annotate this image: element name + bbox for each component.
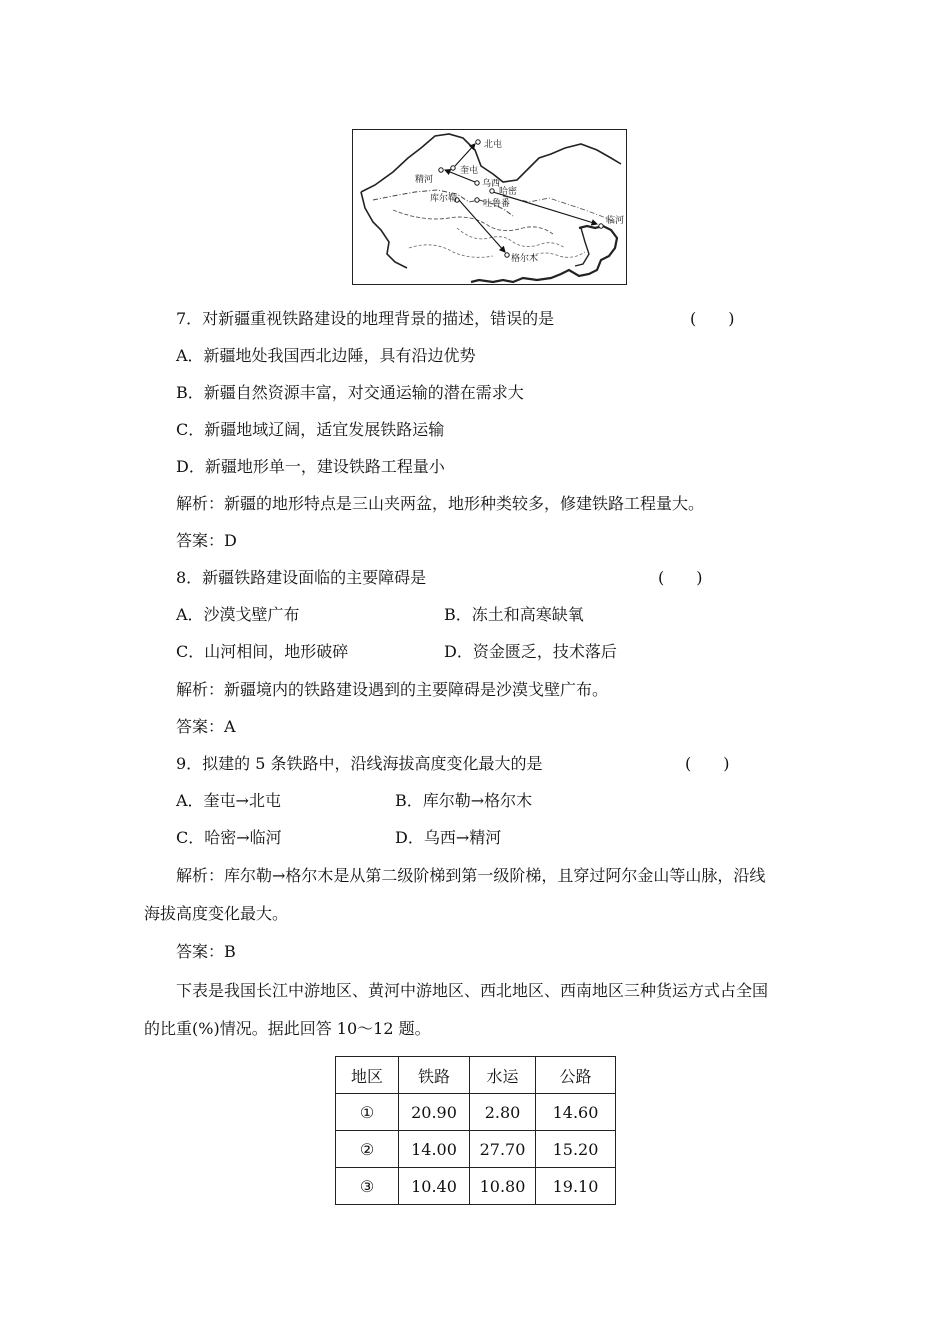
label-wusu: 乌西 <box>482 179 501 189</box>
q8-option-a: A．沙漠戈壁广布 <box>176 605 300 624</box>
station-dot-geermu <box>505 253 509 257</box>
station-dot-tulufan <box>475 198 479 202</box>
label-jinghe: 精河 <box>415 175 434 185</box>
station-dot-kuitun <box>451 166 455 170</box>
table-header-cell: 铁路 <box>399 1057 470 1094</box>
railway-kuitun-beitun <box>455 144 475 166</box>
table-cell: ② <box>336 1131 399 1168</box>
table-header-row <box>336 1057 616 1094</box>
label-kuitun: 奎屯 <box>460 166 479 176</box>
label-beitun: 北屯 <box>484 140 503 150</box>
q7-stem: 7．对新疆重视铁路建设的地理背景的描述，错误的是 <box>176 309 555 328</box>
table-row <box>336 1131 616 1168</box>
railway-map-figure <box>352 129 627 285</box>
table-cell: 14.60 <box>536 1094 616 1131</box>
table-cell: 15.20 <box>536 1131 616 1168</box>
river-line-2 <box>409 245 493 258</box>
railway-map-svg <box>353 130 626 284</box>
table-cell: 14.00 <box>399 1131 470 1168</box>
station-dot-hami <box>490 189 494 193</box>
q9-option-c: C．哈密→临河 <box>176 828 282 847</box>
q8-option-d: D．资金匮乏，技术落后 <box>444 642 617 661</box>
table-cell: 10.80 <box>470 1168 536 1205</box>
region-border-dashed-2 <box>393 210 553 234</box>
q8-answer: 答案：A <box>176 717 236 736</box>
station-dot-jinghe <box>439 168 443 172</box>
table-cell: 20.90 <box>399 1094 470 1131</box>
q9-option-d: D．乌西→精河 <box>395 828 502 847</box>
q7-option-d: D．新疆地形单一，建设铁路工程量小 <box>176 457 445 476</box>
table-row <box>336 1094 616 1131</box>
label-geermu: 格尔木 <box>511 254 539 264</box>
q9-analysis-line2: 海拔高度变化最大。 <box>144 904 289 923</box>
q8-analysis: 解析：新疆境内的铁路建设遇到的主要障碍是沙漠戈壁广布。 <box>176 680 609 699</box>
q8-answer-blank: ( ) <box>658 568 703 587</box>
border-line-west <box>361 192 407 268</box>
q8-option-c: C．山河相间，地形破碎 <box>176 642 349 661</box>
label-tulufan: 吐鲁番 <box>483 199 511 209</box>
label-kuerle: 库尔勒 <box>430 194 458 204</box>
station-dot-beitun <box>476 140 480 144</box>
table-cell: 27.70 <box>470 1131 536 1168</box>
q9-analysis-line1: 解析：库尔勒→格尔木是从第二级阶梯到第一级阶梯，且穿过阿尔金山等山脉，沿线 <box>176 866 766 885</box>
q9-answer-blank: ( ) <box>685 754 730 773</box>
intro-line2: 的比重(%)情况。据此回答 10～12 题。 <box>144 1019 431 1038</box>
river-line-3 <box>531 252 585 257</box>
table-cell: ① <box>336 1094 399 1131</box>
station-dot-wusu <box>475 181 479 185</box>
q8-stem: 8．新疆铁路建设面临的主要障碍是 <box>176 568 427 587</box>
intro-line1: 下表是我国长江中游地区、黄河中游地区、西北地区、西南地区三种货运方式占全国 <box>176 981 769 1000</box>
table-header-cell: 公路 <box>536 1057 616 1094</box>
table-cell: 19.10 <box>536 1168 616 1205</box>
q7-option-a: A．新疆地处我国西北边陲，具有沿边优势 <box>176 346 476 365</box>
border-line-east-2 <box>575 228 589 266</box>
table-header-cell: 水运 <box>470 1057 536 1094</box>
q7-analysis: 解析：新疆的地形特点是三山夹两盆，地形种类较多，修建铁路工程量大。 <box>176 494 705 513</box>
table-cell: 2.80 <box>470 1094 536 1131</box>
label-linhe: 临河 <box>606 216 625 226</box>
q7-option-c: C．新疆地域辽阔，适宜发展铁路运输 <box>176 420 445 439</box>
q9-answer: 答案：B <box>176 942 236 961</box>
label-hami: 哈密 <box>499 187 518 197</box>
table-cell: ③ <box>336 1168 399 1205</box>
river-line <box>457 228 565 248</box>
q9-option-a: A．奎屯→北屯 <box>176 791 281 810</box>
border-line-east <box>471 226 617 282</box>
table-cell: 10.40 <box>399 1168 470 1205</box>
q7-option-b: B．新疆自然资源丰富，对交通运输的潜在需求大 <box>176 383 524 402</box>
q8-option-b: B．冻土和高寒缺氧 <box>444 605 584 624</box>
q7-answer-blank: ( ) <box>690 309 735 328</box>
q9-stem: 9．拟建的 5 条铁路中，沿线海拔高度变化最大的是 <box>176 754 543 773</box>
freight-share-table <box>335 1056 616 1205</box>
table-header-cell: 地区 <box>336 1057 399 1094</box>
station-dot-linhe <box>599 224 603 228</box>
q9-option-b: B．库尔勒→格尔木 <box>395 791 533 810</box>
table-row <box>336 1168 616 1205</box>
q7-answer: 答案：D <box>176 531 237 550</box>
